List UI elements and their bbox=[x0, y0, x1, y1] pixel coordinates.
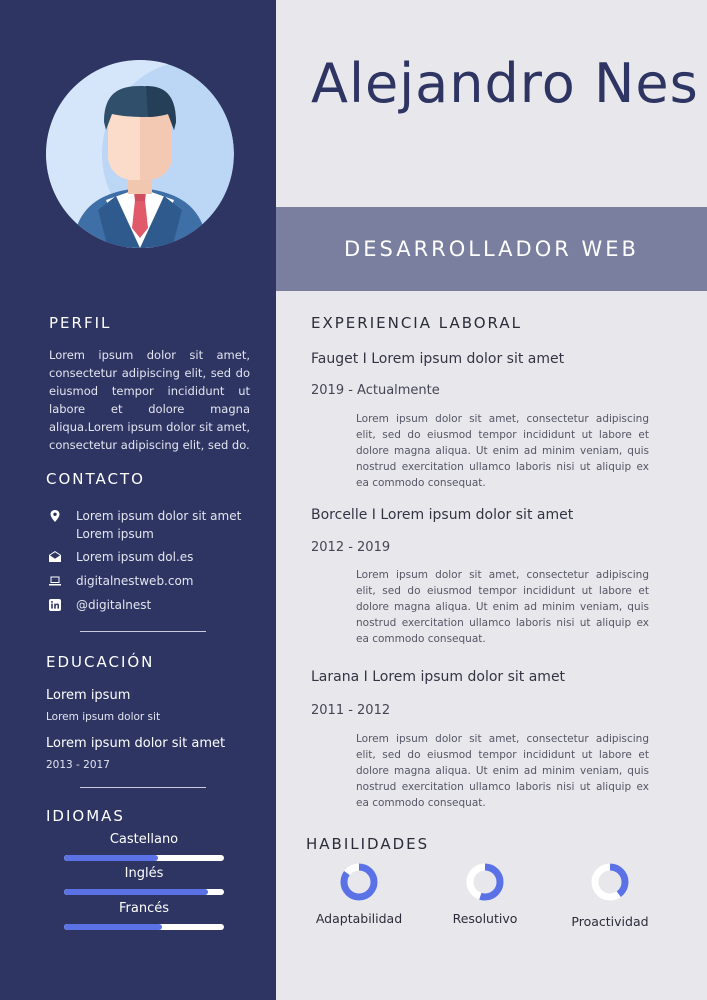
skill-resolutivo bbox=[435, 862, 535, 926]
language-bar-frances bbox=[64, 924, 224, 930]
linkedin-icon bbox=[48, 598, 62, 612]
contacto-heading: CONTACTO bbox=[46, 470, 145, 488]
contact-linkedin-text[interactable]: @digitalnest bbox=[76, 598, 152, 612]
page-title: Alejandro Nes bbox=[311, 52, 699, 115]
edu-item-2-subtitle: 2013 - 2017 bbox=[46, 759, 110, 771]
job-2-title: Borcelle I Lorem ipsum dolor sit amet bbox=[311, 507, 574, 523]
envelope-icon bbox=[48, 550, 62, 564]
job-2-description: Lorem ipsum dolor sit amet, consectetur adipiscing elit, sed do eiusmod tempor incididunt ut labore et dolore magna aliqua. Ut enim ad minim veniam, quis nostrud exercitation ullamco laboris nisi ut aliquip ex ea commodo consequat. bbox=[356, 569, 649, 645]
contact-address-line1: Lorem ipsum dolor sit amet bbox=[76, 509, 242, 523]
language-bar-fill bbox=[64, 889, 208, 895]
language-bar-fill bbox=[64, 924, 162, 930]
edu-item-2-title: Lorem ipsum dolor sit amet bbox=[46, 736, 226, 751]
job-1-title: Fauget I Lorem ipsum dolor sit amet bbox=[311, 351, 565, 367]
idiomas-heading: IDIOMAS bbox=[46, 807, 125, 825]
avatar bbox=[46, 60, 234, 248]
location-pin-icon bbox=[48, 509, 62, 523]
job-3-dates: 2011 - 2012 bbox=[311, 703, 391, 718]
job-3-description: Lorem ipsum dolor sit amet, consectetur adipiscing elit, sed do eiusmod tempor incididunt ut labore et dolore magna aliqua. Ut enim ad minim veniam, quis nostrud exercitation ullamco laboris nisi ut aliquip ex ea commodo consequat. bbox=[356, 733, 649, 809]
habilidades-heading: HABILIDADES bbox=[306, 835, 430, 853]
educacion-heading: EDUCACIÓN bbox=[46, 653, 155, 671]
contact-linkedin bbox=[48, 596, 151, 614]
contact-address-line2: Lorem ipsum bbox=[76, 527, 154, 541]
contact-email bbox=[48, 548, 193, 566]
experiencia-heading: EXPERIENCIA LABORAL bbox=[311, 314, 522, 332]
avatar-illustration-icon bbox=[46, 60, 234, 248]
contact-website bbox=[48, 572, 194, 590]
job-title: DESARROLLADOR WEB bbox=[344, 237, 639, 261]
job-1-dates: 2019 - Actualmente bbox=[311, 383, 440, 398]
title-band bbox=[276, 207, 707, 291]
language-label-castellano: Castellano bbox=[109, 832, 179, 847]
contact-email-text[interactable]: Lorem ipsum dol.es bbox=[76, 550, 194, 564]
language-bar-ingles bbox=[64, 889, 224, 895]
skill-label: Proactividad bbox=[571, 914, 649, 929]
main-content bbox=[276, 0, 707, 1000]
language-bar-fill bbox=[64, 855, 158, 861]
perfil-heading: PERFIL bbox=[49, 314, 112, 332]
language-label-frances: Francés bbox=[118, 901, 169, 916]
contact-divider bbox=[80, 631, 206, 632]
skill-ring-icon bbox=[339, 862, 379, 902]
skill-label: Resolutivo bbox=[452, 911, 518, 926]
contact-address-text bbox=[76, 507, 241, 543]
skill-adaptabilidad bbox=[309, 862, 409, 926]
contact-website-text[interactable]: digitalnestweb.com bbox=[76, 574, 194, 588]
contact-address bbox=[48, 507, 241, 543]
skill-ring-icon bbox=[465, 862, 505, 902]
perfil-text: Lorem ipsum dolor sit amet, consectetur adipiscing elit, sed do eiusmod tempor incididunt ut labore et dolore magna aliqua.Lorem ipsum dolor sit amet, consectetur adipiscing elit, sed do. bbox=[49, 348, 250, 452]
job-3-title: Larana I Lorem ipsum dolor sit amet bbox=[311, 669, 566, 685]
skill-ring-icon bbox=[590, 862, 630, 902]
job-1-description: Lorem ipsum dolor sit amet, consectetur adipiscing elit, sed do eiusmod tempor incididunt ut labore et dolore magna aliqua. Ut enim ad minim veniam, quis nostrud exercitation ullamco laboris nisi ut aliquip ex ea commodo consequat. bbox=[356, 413, 649, 489]
sidebar bbox=[0, 0, 276, 1000]
job-2-dates: 2012 - 2019 bbox=[311, 540, 391, 555]
skill-label: Adaptabilidad bbox=[315, 911, 403, 926]
edu-item-1-title: Lorem ipsum bbox=[46, 688, 131, 703]
skill-proactividad bbox=[560, 862, 660, 929]
language-bar-castellano bbox=[64, 855, 224, 861]
laptop-icon bbox=[48, 574, 62, 588]
edu-item-1-subtitle: Lorem ipsum dolor sit bbox=[46, 711, 161, 723]
education-divider bbox=[80, 787, 206, 788]
language-label-ingles: Inglés bbox=[124, 866, 164, 881]
